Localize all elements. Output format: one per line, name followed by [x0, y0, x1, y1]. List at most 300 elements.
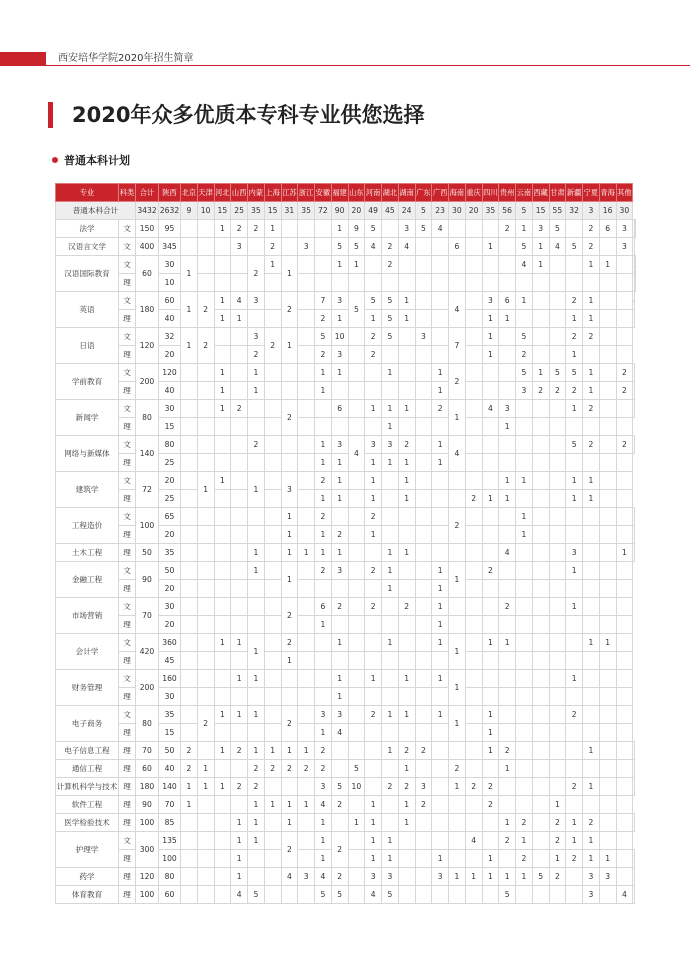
quota-cell: 3: [331, 562, 348, 580]
quota-cell: [482, 652, 499, 670]
quota-cell: 2: [566, 850, 583, 868]
quota-cell: [365, 688, 382, 706]
quota-cell: 2: [248, 346, 265, 364]
quota-cell: 135: [159, 832, 181, 850]
quota-cell: [432, 832, 449, 850]
quota-cell: 1: [315, 364, 332, 382]
major-name: 电子信息工程: [56, 742, 119, 760]
quota-cell: [599, 742, 616, 760]
quota-cell: 1: [365, 490, 382, 508]
quota-cell: [398, 364, 415, 382]
quota-cell: [532, 436, 549, 454]
merged-cell: 7: [449, 328, 466, 364]
quota-cell: 1: [214, 742, 231, 760]
quota-cell: [465, 238, 482, 256]
quota-cell: [465, 274, 482, 292]
quota-cell: 1: [331, 256, 348, 274]
quota-cell: 5: [248, 886, 265, 904]
quota-cell: 2: [499, 220, 516, 238]
major-name: 汉语言文学: [56, 238, 119, 256]
quota-cell: [566, 526, 583, 544]
quota-cell: [315, 670, 332, 688]
quota-cell: [298, 562, 315, 580]
quota-cell: [516, 706, 533, 724]
header-red-block: [0, 52, 46, 66]
quota-cell: 25: [159, 490, 181, 508]
quota-cell: 5: [382, 310, 399, 328]
merged-cell: 1: [449, 706, 466, 742]
subject-category: 文: [119, 256, 136, 274]
quota-cell: [516, 796, 533, 814]
quota-cell: [181, 364, 198, 382]
quota-cell: [633, 778, 634, 796]
quota-cell: 2: [482, 796, 499, 814]
quota-cell: 1: [382, 580, 399, 598]
quota-cell: [432, 814, 449, 832]
column-header: 浙江: [298, 184, 315, 202]
subject-category: 理: [119, 850, 136, 868]
quota-cell: [264, 508, 281, 526]
quota-cell: [365, 256, 382, 274]
quota-cell: [616, 868, 633, 886]
quota-cell: [482, 616, 499, 634]
quota-cell: [248, 418, 265, 436]
quota-cell: 1: [298, 742, 315, 760]
column-header: 湖北: [382, 184, 399, 202]
quota-cell: [599, 382, 616, 400]
merged-cell: 2: [197, 292, 214, 328]
quota-cell: [599, 886, 616, 904]
quota-cell: 7: [315, 292, 332, 310]
quota-cell: 1: [499, 490, 516, 508]
quota-cell: 1: [365, 400, 382, 418]
column-header: 广西: [432, 184, 449, 202]
quota-cell: 3: [365, 868, 382, 886]
quota-cell: 1: [231, 868, 248, 886]
quota-cell: [331, 652, 348, 670]
quota-cell: [482, 508, 499, 526]
merged-cell: 1: [281, 328, 298, 364]
quota-cell: 1: [432, 364, 449, 382]
quota-cell: [633, 382, 634, 400]
quota-cell: [599, 796, 616, 814]
quota-cell: [298, 580, 315, 598]
quota-cell: [298, 598, 315, 616]
quota-cell: 1: [432, 598, 449, 616]
quota-cell: [465, 652, 482, 670]
quota-cell: [415, 688, 432, 706]
major-name: 医学检验技术: [56, 814, 119, 832]
quota-cell: [465, 616, 482, 634]
quota-cell: [382, 616, 399, 634]
bullet-dot-icon: [52, 157, 58, 163]
quota-cell: [616, 832, 633, 850]
quota-cell: 3: [298, 868, 315, 886]
quota-cell: [549, 616, 566, 634]
quota-cell: 3: [583, 886, 600, 904]
quota-cell: 1: [248, 364, 265, 382]
quota-cell: [499, 526, 516, 544]
table-row: [56, 868, 636, 886]
quota-cell: [633, 526, 634, 544]
subject-category: 理: [119, 580, 136, 598]
quota-cell: [616, 778, 633, 796]
quota-cell: [599, 436, 616, 454]
quota-cell: [532, 634, 549, 652]
quota-cell: [415, 634, 432, 652]
quota-cell: [499, 706, 516, 724]
quota-cell: 2: [231, 742, 248, 760]
quota-cell: [516, 274, 533, 292]
quota-cell: [214, 544, 231, 562]
quota-cell: [365, 760, 382, 778]
quota-cell: [398, 418, 415, 436]
quota-cell: 2: [415, 742, 432, 760]
total-cell: 20: [348, 202, 365, 220]
quota-cell: [499, 778, 516, 796]
quota-cell: [499, 724, 516, 742]
quota-cell: [532, 886, 549, 904]
quota-cell: 5: [382, 292, 399, 310]
quota-cell: [432, 418, 449, 436]
table-row: [56, 598, 636, 616]
quota-cell: [616, 292, 633, 310]
quota-cell: [432, 742, 449, 760]
quota-cell: [549, 580, 566, 598]
quota-cell: 1: [231, 706, 248, 724]
quota-cell: [398, 688, 415, 706]
quota-cell: [298, 850, 315, 868]
major-name: 汉语国际教育: [56, 256, 119, 292]
quota-cell: 5: [516, 238, 533, 256]
quota-cell: [197, 598, 214, 616]
quota-cell: [398, 616, 415, 634]
quota-cell: 4: [365, 886, 382, 904]
quota-cell: 1: [499, 472, 516, 490]
quota-cell: 1: [214, 220, 231, 238]
quota-cell: [532, 814, 549, 832]
quota-cell: [214, 886, 231, 904]
quota-cell: 1: [281, 652, 298, 670]
quota-cell: 2: [549, 382, 566, 400]
quota-cell: 1: [449, 778, 466, 796]
quota-cell: 70: [136, 742, 159, 760]
column-header: 甘肃: [549, 184, 566, 202]
major-name: 市场营销: [56, 598, 119, 634]
quota-cell: [482, 418, 499, 436]
total-cell: 16: [599, 202, 616, 220]
quota-cell: [365, 778, 382, 796]
quota-cell: [214, 346, 231, 364]
quota-cell: [197, 220, 214, 238]
quota-cell: [532, 454, 549, 472]
quota-cell: [583, 580, 600, 598]
quota-cell: [432, 724, 449, 742]
quota-cell: [432, 796, 449, 814]
quota-cell: [264, 706, 281, 724]
quota-cell: [449, 796, 466, 814]
quota-cell: [634, 274, 635, 292]
quota-cell: [549, 652, 566, 670]
quota-cell: [549, 274, 566, 292]
quota-cell: 1: [583, 778, 600, 796]
quota-cell: [365, 364, 382, 382]
quota-cell: 20: [159, 580, 181, 598]
quota-cell: 1: [583, 634, 600, 652]
quota-cell: [231, 724, 248, 742]
quota-cell: [197, 652, 214, 670]
quota-cell: [281, 238, 298, 256]
quota-cell: 1: [583, 364, 600, 382]
quota-cell: 1: [482, 850, 499, 868]
page-title: 2020年众多优质本专科专业供您选择: [72, 103, 425, 127]
column-header: 专业: [56, 184, 119, 202]
quota-cell: [231, 328, 248, 346]
quota-cell: 4: [432, 220, 449, 238]
quota-cell: [214, 238, 231, 256]
quota-cell: 2: [331, 598, 348, 616]
quota-cell: [465, 220, 482, 238]
quota-cell: 1: [264, 796, 281, 814]
quota-cell: 1: [382, 634, 399, 652]
quota-cell: 2: [566, 778, 583, 796]
quota-cell: 1: [532, 364, 549, 382]
quota-cell: [432, 472, 449, 490]
quota-cell: 3: [315, 778, 332, 796]
top-header-bar: [0, 52, 690, 68]
quota-cell: [181, 688, 198, 706]
enrollment-plan-table: [55, 183, 636, 904]
quota-cell: [181, 472, 198, 490]
quota-cell: [516, 490, 533, 508]
quota-cell: [499, 508, 516, 526]
quota-cell: [566, 886, 583, 904]
total-cell: 72: [315, 202, 332, 220]
quota-cell: [566, 220, 583, 238]
quota-cell: 1: [382, 418, 399, 436]
quota-cell: [549, 328, 566, 346]
merged-cell: 90: [136, 562, 159, 598]
quota-cell: [532, 400, 549, 418]
quota-cell: [616, 598, 633, 616]
total-cell: 10: [197, 202, 214, 220]
quota-cell: [432, 778, 449, 796]
quota-cell: [532, 490, 549, 508]
quota-cell: [532, 292, 549, 310]
quota-cell: 1: [583, 742, 600, 760]
quota-cell: [181, 670, 198, 688]
quota-cell: [516, 598, 533, 616]
quota-cell: 1: [331, 670, 348, 688]
quota-cell: 95: [159, 220, 181, 238]
quota-cell: 1: [281, 814, 298, 832]
quota-cell: [231, 436, 248, 454]
quota-cell: 2: [382, 256, 399, 274]
quota-cell: 5: [331, 886, 348, 904]
quota-cell: [348, 580, 365, 598]
quota-cell: [415, 814, 432, 832]
quota-cell: 1: [315, 814, 332, 832]
quota-cell: 1: [382, 562, 399, 580]
merged-cell: 2: [449, 508, 466, 544]
quota-cell: 1: [566, 490, 583, 508]
quota-cell: [549, 508, 566, 526]
column-header: 科类: [119, 184, 136, 202]
quota-cell: [599, 310, 616, 328]
quota-cell: [415, 310, 432, 328]
quota-cell: 4: [398, 238, 415, 256]
quota-cell: [566, 274, 583, 292]
quota-cell: [465, 526, 482, 544]
quota-cell: 30: [159, 256, 181, 274]
major-name: 护理学: [56, 832, 119, 868]
quota-cell: 1: [248, 814, 265, 832]
quota-cell: [532, 562, 549, 580]
quota-cell: [231, 544, 248, 562]
quota-cell: [281, 220, 298, 238]
quota-cell: [398, 886, 415, 904]
quota-cell: [298, 526, 315, 544]
quota-cell: [298, 436, 315, 454]
total-cell: 3: [583, 202, 600, 220]
quota-cell: 1: [214, 778, 231, 796]
quota-cell: [482, 598, 499, 616]
quota-cell: [549, 742, 566, 760]
major-name: 体育教育: [56, 886, 119, 904]
quota-cell: 5: [331, 238, 348, 256]
quota-cell: [532, 832, 549, 850]
quota-cell: [532, 616, 549, 634]
subject-category: 文: [119, 364, 136, 382]
quota-cell: [214, 814, 231, 832]
merged-cell: 100: [136, 508, 159, 544]
quota-cell: 1: [566, 814, 583, 832]
quota-cell: [365, 580, 382, 598]
quota-cell: 15: [159, 724, 181, 742]
quota-cell: 1: [214, 400, 231, 418]
quota-cell: [599, 454, 616, 472]
quota-cell: [348, 346, 365, 364]
quota-cell: [415, 346, 432, 364]
quota-cell: [499, 580, 516, 598]
merged-cell: 2: [281, 292, 298, 328]
quota-cell: 2: [499, 832, 516, 850]
table-row: [56, 670, 636, 688]
quota-cell: [398, 724, 415, 742]
quota-cell: [348, 364, 365, 382]
quota-cell: [298, 508, 315, 526]
quota-cell: 20: [159, 472, 181, 490]
quota-cell: [415, 616, 432, 634]
quota-cell: [398, 868, 415, 886]
merged-cell: 60: [136, 256, 159, 292]
quota-cell: 5: [382, 886, 399, 904]
quota-cell: [382, 508, 399, 526]
quota-cell: 1: [382, 832, 399, 850]
quota-cell: [465, 688, 482, 706]
quota-cell: [432, 256, 449, 274]
quota-cell: [197, 400, 214, 418]
quota-cell: [549, 598, 566, 616]
quota-cell: [599, 292, 616, 310]
quota-cell: [616, 814, 633, 832]
quota-cell: 40: [159, 382, 181, 400]
quota-cell: 2: [482, 778, 499, 796]
major-name: 金融工程: [56, 562, 119, 598]
quota-cell: 5: [499, 886, 516, 904]
quota-cell: 3: [415, 778, 432, 796]
quota-cell: 1: [583, 850, 600, 868]
quota-cell: 2: [382, 238, 399, 256]
quota-cell: [382, 796, 399, 814]
quota-cell: 2: [231, 400, 248, 418]
quota-cell: 4: [231, 292, 248, 310]
quota-cell: 1: [181, 778, 198, 796]
column-header: 北京: [181, 184, 198, 202]
major-name: 通信工程: [56, 760, 119, 778]
quota-cell: 4: [616, 886, 633, 904]
quota-cell: 1: [516, 508, 533, 526]
quota-cell: [348, 634, 365, 652]
quota-cell: 40: [159, 310, 181, 328]
quota-cell: 2: [398, 742, 415, 760]
quota-cell: [264, 616, 281, 634]
quota-cell: [214, 580, 231, 598]
quota-cell: [365, 544, 382, 562]
quota-cell: 80: [159, 436, 181, 454]
quota-cell: [415, 508, 432, 526]
quota-cell: [415, 274, 432, 292]
quota-cell: [382, 346, 399, 364]
table-row: [56, 832, 636, 850]
quota-cell: [583, 670, 600, 688]
quota-cell: 2: [398, 436, 415, 454]
quota-cell: 2: [398, 598, 415, 616]
merged-cell: 1: [248, 634, 265, 670]
quota-cell: [264, 472, 281, 490]
quota-cell: [599, 562, 616, 580]
quota-cell: [465, 310, 482, 328]
quota-cell: [264, 886, 281, 904]
quota-cell: 1: [532, 238, 549, 256]
quota-cell: 1: [583, 310, 600, 328]
quota-cell: [315, 580, 332, 598]
quota-cell: 1: [382, 454, 399, 472]
quota-cell: [482, 832, 499, 850]
quota-cell: 1: [382, 742, 399, 760]
quota-cell: [298, 706, 315, 724]
quota-cell: [315, 220, 332, 238]
quota-cell: [214, 562, 231, 580]
quota-cell: [298, 382, 315, 400]
quota-cell: [549, 886, 566, 904]
quota-cell: [214, 616, 231, 634]
quota-cell: 2: [365, 706, 382, 724]
quota-cell: 1: [315, 436, 332, 454]
quota-cell: 120: [136, 868, 159, 886]
quota-cell: 45: [159, 652, 181, 670]
quota-cell: 1: [432, 616, 449, 634]
quota-cell: 4: [331, 724, 348, 742]
quota-cell: 1: [499, 814, 516, 832]
quota-cell: [348, 562, 365, 580]
quota-cell: [231, 796, 248, 814]
quota-cell: [281, 670, 298, 688]
merged-cell: 2: [281, 832, 298, 868]
table-row: [56, 634, 636, 652]
quota-cell: 6: [331, 400, 348, 418]
quota-cell: [449, 850, 466, 868]
